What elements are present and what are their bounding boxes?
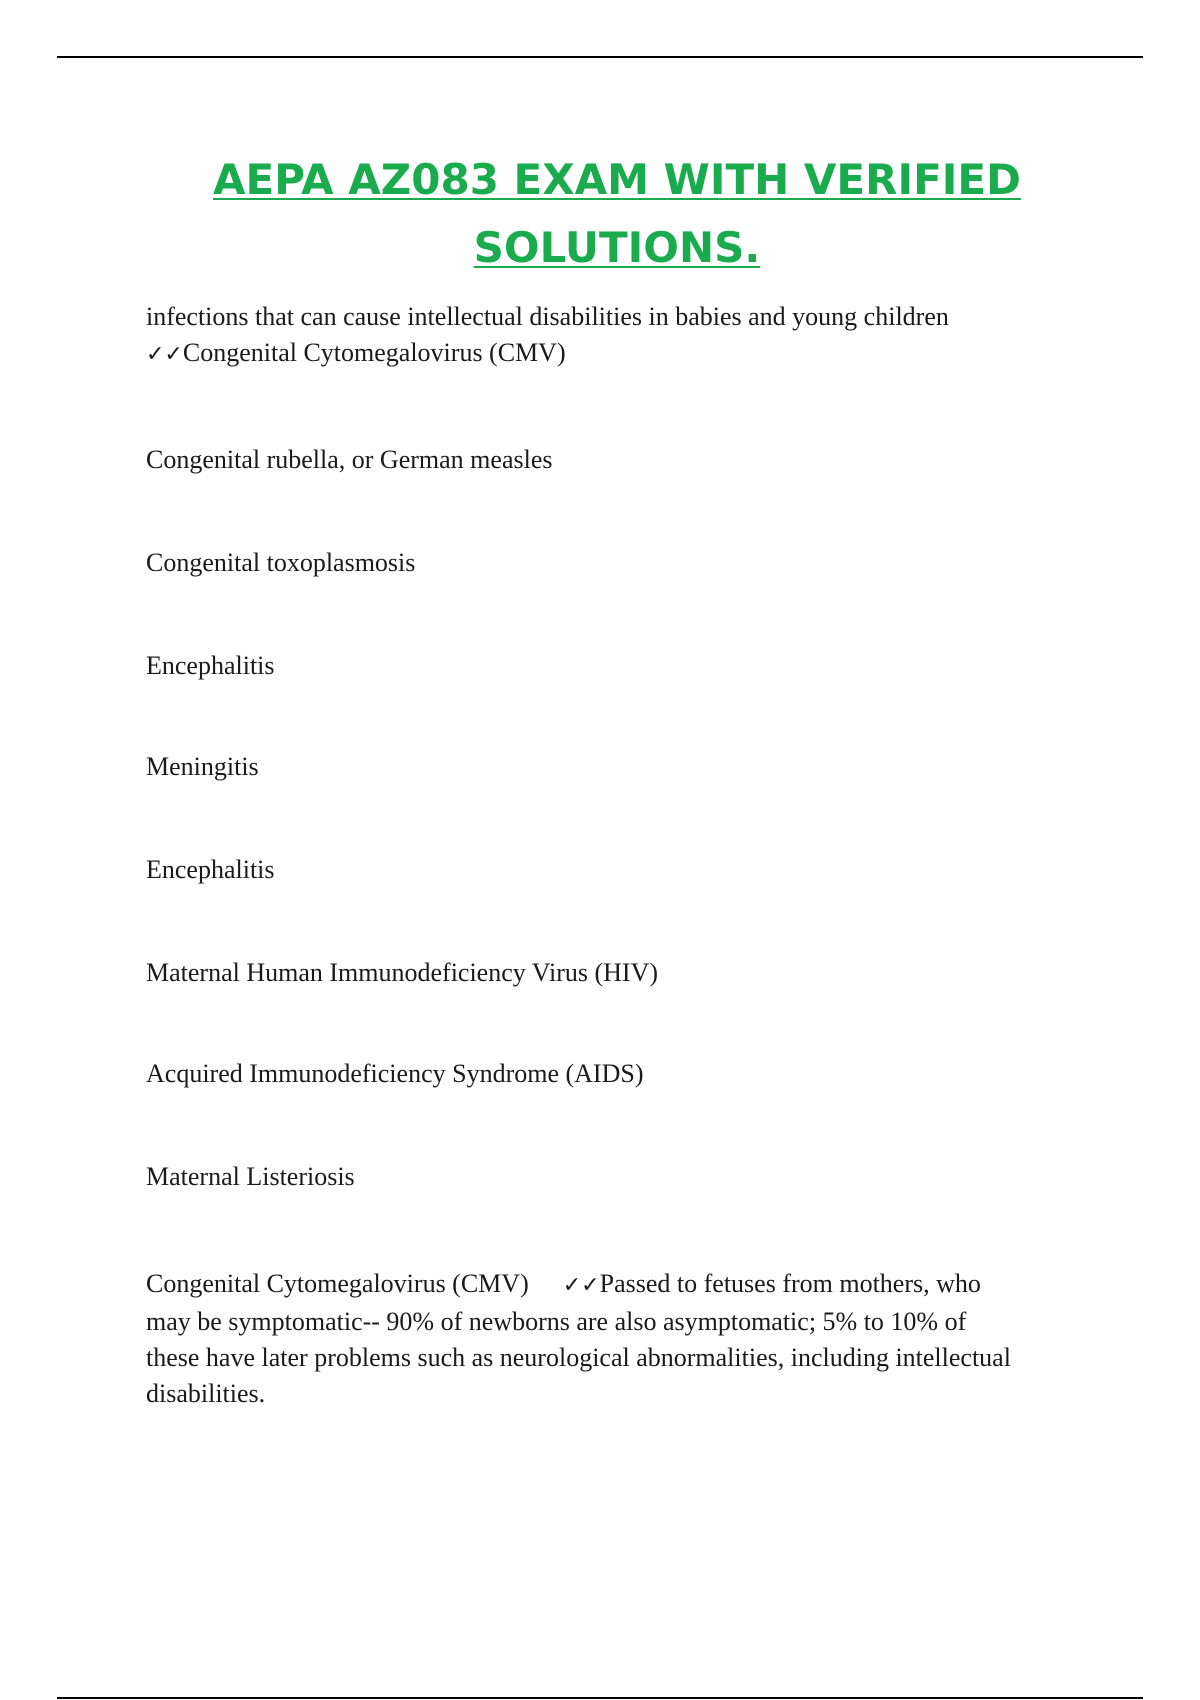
- bottom-rule: [57, 1697, 1143, 1699]
- answer-item: Encephalitis: [146, 651, 275, 680]
- answer-item: Maternal Listeriosis: [146, 1162, 355, 1191]
- answer-item: Maternal Human Immunodeficiency Virus (HIV): [146, 958, 659, 987]
- question-2-answer-line: may be symptomatic-- 90% of newborns are also asymptomatic; 5% to 10% of: [146, 1307, 967, 1336]
- answer-item: Meningitis: [146, 752, 259, 781]
- question-1-text: infections that can cause intellectual disabilities in babies and young children: [146, 302, 949, 331]
- question-1-prompt: [146, 299, 1096, 373]
- question-2-answer-line: disabilities.: [146, 1379, 266, 1408]
- check-mark-icon: ✓✓: [146, 342, 183, 367]
- title-line-2: SOLUTIONS.: [473, 223, 761, 272]
- answer-item: Congenital rubella, or German measles: [146, 445, 553, 474]
- question-2-block: [146, 1266, 1096, 1412]
- top-rule: [57, 56, 1143, 58]
- answer-item: Congenital toxoplasmosis: [146, 548, 416, 577]
- answer-item: Encephalitis: [146, 855, 275, 884]
- document-title: [0, 146, 1200, 282]
- question-2-answer-line: these have later problems such as neurological abnormalities, including intellectual: [146, 1343, 1011, 1372]
- title-line-1: AEPA AZ083 EXAM WITH VERIFIED: [213, 155, 1021, 204]
- question-2-prompt: Congenital Cytomegalovirus (CMV): [146, 1269, 529, 1298]
- answer-item-cmv: Congenital Cytomegalovirus (CMV): [182, 338, 566, 367]
- question-2-answer-start: Passed to fetuses from mothers, who: [599, 1269, 981, 1298]
- check-mark-icon: ✓✓: [562, 1273, 600, 1298]
- answer-item: Acquired Immunodeficiency Syndrome (AIDS): [146, 1059, 644, 1088]
